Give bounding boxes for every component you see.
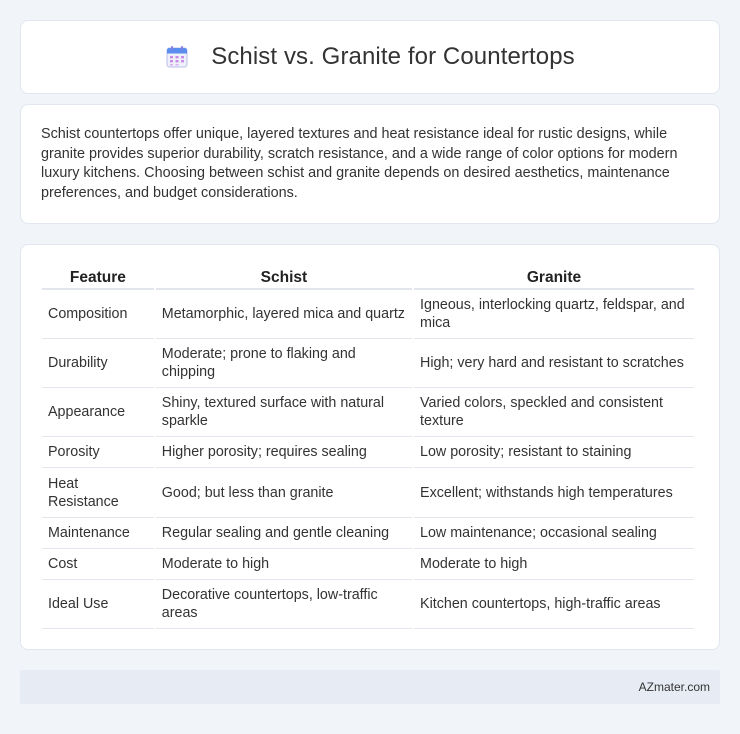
footer-site-link[interactable]: AZmater.com (638, 680, 710, 694)
header-feature: Feature (42, 265, 154, 290)
granite-cell: Varied colors, speckled and consistent texture (414, 388, 694, 437)
schist-cell: Decorative countertops, low-traffic areas (156, 580, 412, 629)
granite-cell: Igneous, interlocking quartz, feldspar, and mica (414, 290, 694, 339)
table-row (42, 580, 694, 629)
schist-cell: Moderate to high (156, 549, 412, 580)
table-row (42, 339, 694, 388)
table-row (42, 468, 694, 518)
title-wrap (165, 43, 575, 71)
feature-cell: Heat Resistance (42, 468, 154, 518)
intro-card (20, 104, 720, 224)
calendar-icon (165, 45, 189, 69)
feature-cell: Ideal Use (42, 580, 154, 629)
schist-cell: Shiny, textured surface with natural sparkle (156, 388, 412, 437)
table-row (42, 290, 694, 339)
footer-bar (20, 670, 720, 704)
feature-cell: Composition (42, 290, 154, 339)
table-header-row (42, 265, 694, 290)
granite-cell: Kitchen countertops, high-traffic areas (414, 580, 694, 629)
table-row (42, 437, 694, 468)
granite-cell: Low porosity; resistant to staining (414, 437, 694, 468)
granite-cell: Low maintenance; occasional sealing (414, 518, 694, 549)
granite-cell: Excellent; withstands high temperatures (414, 468, 694, 518)
schist-cell: Metamorphic, layered mica and quartz (156, 290, 412, 339)
table-row (42, 518, 694, 549)
comparison-table-card (20, 244, 720, 650)
feature-cell: Porosity (42, 437, 154, 468)
feature-cell: Maintenance (42, 518, 154, 549)
intro-text: Schist countertops offer unique, layered textures and heat resistance ideal for rustic designs, while granite provides superior durability, scratch resistance, and a wide range of color options for modern luxury kitchens. Choosing between schist and granite depends on desired aesthetics, maintenance preferences, and budget considerations. (41, 126, 678, 201)
feature-cell: Appearance (42, 388, 154, 437)
comparison-table (40, 265, 696, 629)
header-schist: Schist (156, 265, 412, 290)
table-row (42, 388, 694, 437)
schist-cell: Good; but less than granite (156, 468, 412, 518)
granite-cell: High; very hard and resistant to scratches (414, 339, 694, 388)
table-row (42, 549, 694, 580)
schist-cell: Higher porosity; requires sealing (156, 437, 412, 468)
schist-cell: Moderate; prone to flaking and chipping (156, 339, 412, 388)
header-granite: Granite (414, 265, 694, 290)
page-title: Schist vs. Granite for Countertops (211, 43, 575, 70)
schist-cell: Regular sealing and gentle cleaning (156, 518, 412, 549)
feature-cell: Cost (42, 549, 154, 580)
granite-cell: Moderate to high (414, 549, 694, 580)
feature-cell: Durability (42, 339, 154, 388)
header-card (20, 20, 720, 94)
